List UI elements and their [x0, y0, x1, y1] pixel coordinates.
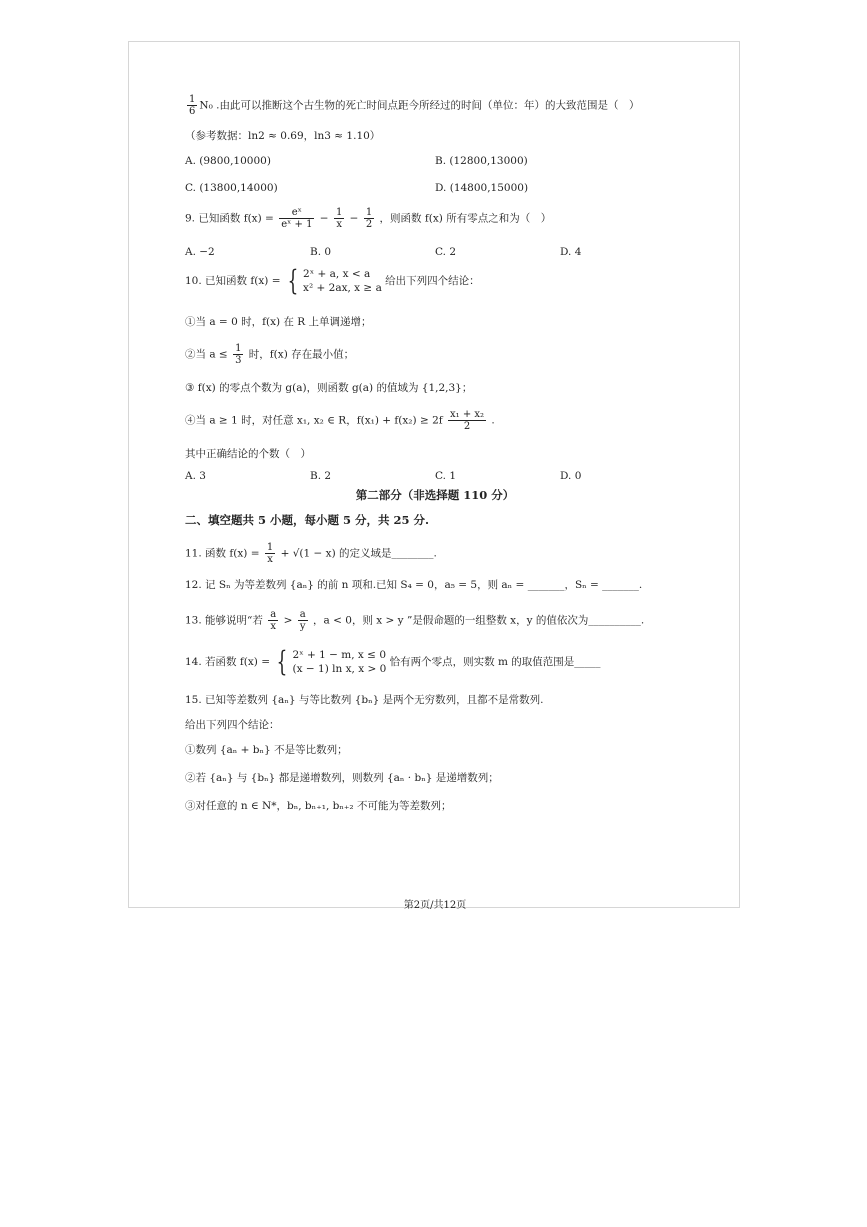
q15-intro: 15. 已知等差数列 {aₙ} 与等比数列 {bₙ} 是两个无穷数列，且都不是常数列. — [185, 694, 544, 706]
q10-option-a: A. 3 — [185, 470, 206, 482]
q10-question: 其中正确结论的个数（ ） — [185, 448, 311, 460]
exam-page — [128, 41, 740, 911]
q8-option-a: A. (9800,10000) — [185, 155, 271, 167]
q10-option-d: D. 0 — [560, 470, 582, 482]
q9-option-a: A. −2 — [185, 246, 215, 258]
q10-option-b: B. 2 — [310, 470, 332, 482]
part2-title: 第二部分（非选择题 110 分） — [355, 488, 515, 502]
q10-stem: 10. 已知函数 f(x) = { 2ˣ + a, x < a x² + 2ax, x ≥ a 给出下列四个结论： — [185, 264, 480, 297]
q8-option-c: C. (13800,14000) — [185, 182, 278, 194]
q10-conclusion-1: ①当 a = 0 时，f(x) 在 R 上单调递增； — [185, 316, 372, 328]
q15-conclusion-3: ③对任意的 n ∈ N*，bₙ, bₙ₊₁, bₙ₊₂ 不可能为等差数列； — [185, 800, 452, 812]
fill-in-section-heading: 二、填空题共 5 小题，每小题 5 分，共 25 分. — [185, 513, 430, 527]
q10-conclusion-2: ②当 a ≤ $\frac{1}{3}$ 时，f(x) 存在最小值； — [185, 343, 355, 366]
q8-option-d: D. (14800,15000) — [435, 182, 529, 194]
q10-conclusion-3: ③ f(x) 的零点个数为 g(a)，则函数 g(a) 的值域为 {1,2,3}； — [185, 382, 473, 394]
q9-option-b: B. 0 — [310, 246, 332, 258]
q15-given: 给出下列四个结论： — [185, 719, 280, 731]
q13-stem: 13. 能够说明“若 $\frac{a}{x}$ > $\frac{a}{y}$ ，a < 0，则 x > y ”是假命题的一组整数 x，y 的值依次为__________. — [185, 609, 645, 632]
q9-option-d: D. 4 — [560, 246, 582, 258]
q11-stem: 11. 函数 f(x) = $\frac{1}{x}$ + √(1 − x) 的定义域是________. — [185, 542, 437, 565]
q12-stem: 12. 记 Sₙ 为等差数列 {aₙ} 的前 n 项和.已知 S₄ = 0，a₅ = 5，则 aₙ = _______，Sₙ = _______. — [185, 579, 643, 591]
q9-stem: 9. 已知函数 f(x) = $\frac{\text{eˣ}}{\text{eˣ + 1}}$ − $\frac{1}{x}$ − $\frac{1}{2}$ ，则函数 f(x) 所有零点之和为（ ） — [185, 207, 552, 230]
q10-option-c: C. 1 — [435, 470, 457, 482]
page-footer: 第2页/共12页 — [403, 900, 467, 911]
q8-fraction: $\frac{1}{6}$ — [189, 94, 196, 117]
q9-option-c: C. 2 — [435, 246, 457, 258]
q14-stem: 14. 若函数 f(x) = { 2ˣ + 1 − m, x ≤ 0 (x − 1) ln x, x > 0 恰有两个零点，则实数 m 的取值范围是_____ — [185, 645, 601, 678]
q8-reference-data: （参考数据：ln2 ≈ 0.69，ln3 ≈ 1.10） — [185, 130, 381, 142]
q10-conclusion-4: ④当 a ≥ 1 时，对任意 x₁, x₂ ∈ R，f(x₁) + f(x₂) ≥ 2f $\frac{\text{x₁ + x₂}}{2}$ . — [185, 409, 495, 432]
q15-conclusion-2: ②若 {aₙ} 与 {bₙ} 都是递增数列，则数列 {aₙ · bₙ} 是递增数列； — [185, 772, 499, 784]
q8-option-b: B. (12800,13000) — [435, 155, 528, 167]
q8-intro-line: $\frac{1}{6}$ N₀ .由此可以推断这个古生物的死亡时间点距今所经过的时间（单位：年）的大致范围是（ ） — [189, 94, 640, 117]
q15-conclusion-1: ①数列 {aₙ + bₙ} 不是等比数列； — [185, 744, 348, 756]
